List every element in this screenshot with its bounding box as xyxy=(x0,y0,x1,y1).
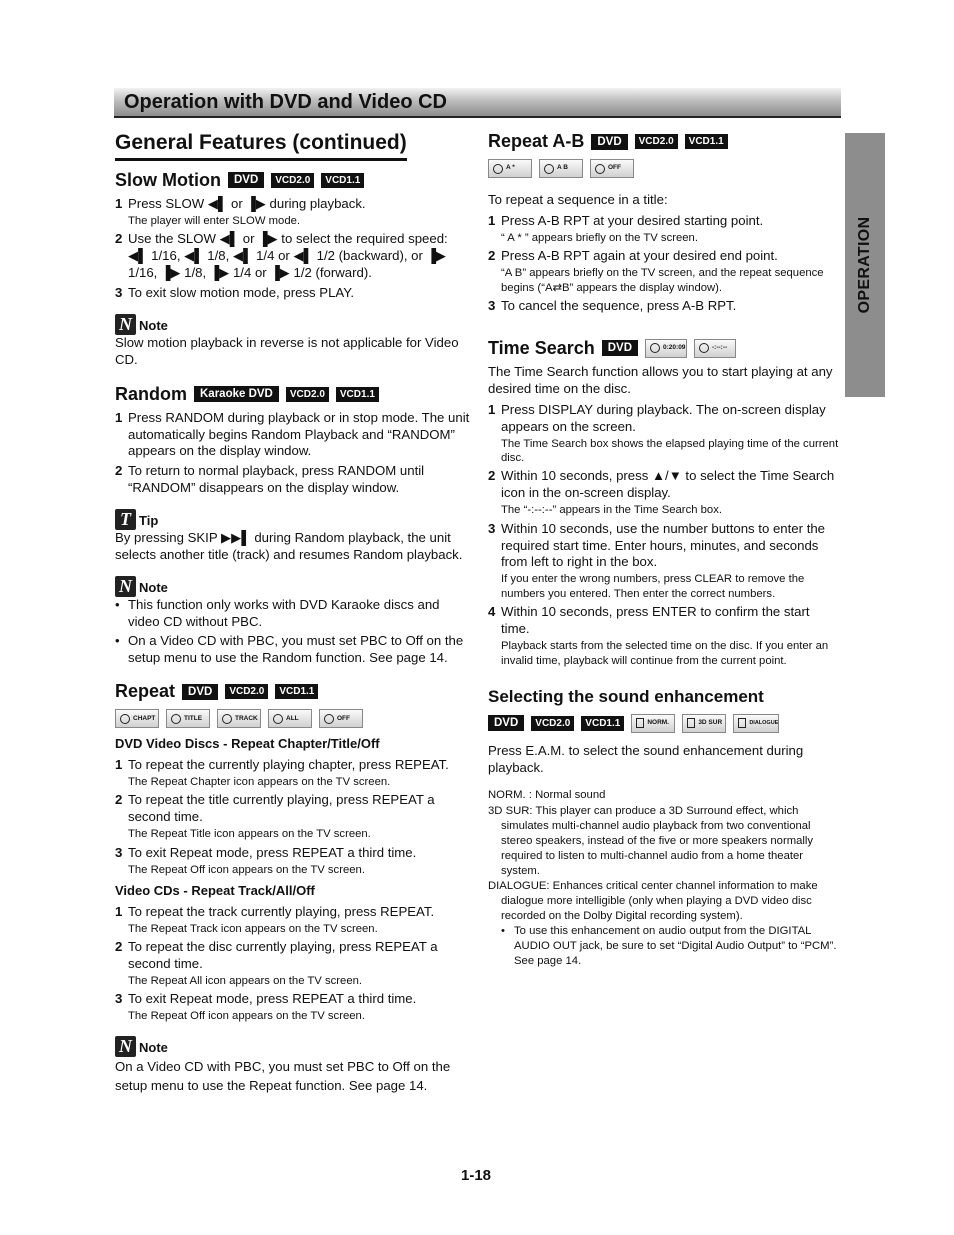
vcd11-badge: VCD1.1 xyxy=(336,387,379,402)
repeat-chapter-icon: CHAPT xyxy=(115,709,159,728)
speaker-icon xyxy=(738,718,746,728)
karaoke-dvd-badge: Karaoke DVD xyxy=(194,386,279,402)
time-search-heading: Time Search DVD 0:20:09 -:--:-- xyxy=(488,337,840,360)
note-heading: N Note xyxy=(115,1036,470,1057)
ab-step-2: 2 Press A-B RPT again at your desired end point. “A B” appears briefly on the TV screen, and the repeat sequence begins (“A⇄B” appears the display window). xyxy=(488,248,824,294)
ts-step-2: 2 Within 10 seconds, press ▲/▼ to select the Time Search icon in the on-screen display. The “-:--:--” appears in the Time Search box. xyxy=(488,468,835,517)
clock-icon xyxy=(650,343,660,353)
dvd-badge: DVD xyxy=(591,134,627,150)
note-heading: N Note xyxy=(115,314,470,335)
sound-intro: Press E.A.M. to select the sound enhancement during playback. xyxy=(488,742,804,775)
repeat-dvd-step-3: 3 To exit Repeat mode, press REPEAT a third time. The Repeat Off icon appears on the TV screen. xyxy=(115,844,417,876)
repeat-vcd-step-3: 3 To exit Repeat mode, press REPEAT a third time. The Repeat Off icon appears on the TV screen. xyxy=(115,991,417,1023)
sound-dialogue-icon: DIALOGUE xyxy=(733,714,779,733)
dvd-badge: DVD xyxy=(182,684,218,700)
page-number: 1-18 xyxy=(461,1167,492,1184)
slow-step-3: 3 To exit slow motion mode, press PLAY. xyxy=(115,284,354,300)
clock-icon xyxy=(699,343,709,353)
note-icon: N xyxy=(115,314,136,335)
random-step-2: 2 To return to normal playback, press RANDOM until “RANDOM” disappears on the display window. xyxy=(115,463,425,496)
slow-step-2: 2 Use the SLOW ◀▌ or ▐▶ to select the required speed: ◀▌ 1/16, ◀▌ 1/8, ◀▌ 1/4 or ◀▌ 1/2 (backward), or ▐▶ 1/16, ▐▶ 1/8, ▐▶ 1/4 or ▐▶ 1/2 (forward). xyxy=(115,231,448,281)
vcd20-badge: VCD2.0 xyxy=(286,387,329,402)
note-icon: N xyxy=(115,1036,136,1057)
speaker-icon xyxy=(687,718,695,728)
ts-step-1: 1 Press DISPLAY during playback. The on-screen display appears on the screen. The Time Search box shows the elapsed playing time of the current disc. xyxy=(488,401,839,464)
vcd11-badge: VCD1.1 xyxy=(275,684,318,699)
time-search-intro: The Time Search function allows you to start playing at any desired time on the disc. xyxy=(488,363,833,396)
vcd-repeat-subheading: Video CDs - Repeat Track/All/Off xyxy=(115,883,315,898)
random-heading: Random Karaoke DVD VCD2.0 VCD1.1 xyxy=(115,383,470,406)
random-note-bullet-1: • This function only works with DVD Karaoke discs and video CD without PBC. xyxy=(115,596,440,629)
vcd20-badge: VCD2.0 xyxy=(531,716,574,731)
note-heading: N Note xyxy=(115,576,470,597)
repeat-heading: Repeat DVD VCD2.0 VCD1.1 xyxy=(115,680,470,703)
page-title: General Features (continued) xyxy=(115,130,407,161)
tip-heading: T Tip xyxy=(115,509,470,530)
repeat-vcd-step-2: 2 To repeat the disc currently playing, press REPEAT a second time. The Repeat All icon appears on the TV screen. xyxy=(115,938,438,987)
vcd20-badge: VCD2.0 xyxy=(225,684,268,699)
vcd20-badge: VCD2.0 xyxy=(635,134,678,149)
ts-step-4: 4 Within 10 seconds, press ENTER to confirm the start time. Playback starts from the selected time on the disc. If you enter an invalid time, playback will continue from the current point. xyxy=(488,604,829,667)
ab-repeat-icon: A B xyxy=(539,159,583,178)
section-banner xyxy=(114,88,841,118)
repeat-ab-icons xyxy=(488,159,840,178)
sound-3dsur: 3D SUR: This player can produce a 3D Surround effect, which simulates multi-channel audio playback from two conventional stereo speakers, instead of the five or more speakers normally required to listen to multi-channel audio from a home theater system. xyxy=(488,804,814,877)
ab-step-3: 3 To cancel the sequence, press A-B RPT. xyxy=(488,298,737,314)
slow-step-1: 1 Press SLOW ◀▌ or ▐▶ during playback. The player will enter SLOW mode. xyxy=(115,195,366,227)
time-elapsed-icon: 0:20:09 xyxy=(645,339,687,358)
side-tab-label: OPERATION xyxy=(855,216,873,314)
dvd-repeat-subheading: DVD Video Discs - Repeat Chapter/Title/Off xyxy=(115,736,380,752)
dvd-badge: DVD xyxy=(488,715,524,731)
sound-norm-icon: NORM. xyxy=(631,714,675,733)
vcd11-badge: VCD1.1 xyxy=(581,716,624,731)
repeat-all-icon: ALL xyxy=(268,709,312,728)
sound-enhancement-heading: Selecting the sound enhancement xyxy=(488,686,764,706)
side-tab xyxy=(845,133,885,397)
speaker-icon xyxy=(636,718,644,728)
repeat-ab-heading: Repeat A-B DVD VCD2.0 VCD1.1 xyxy=(488,130,840,153)
repeat-ab-intro: To repeat a sequence in a title: xyxy=(488,192,668,208)
repeat-track-icon: TRACK xyxy=(217,709,261,728)
dvd-badge: DVD xyxy=(228,172,264,188)
left-column xyxy=(115,130,470,1100)
random-note-bullet-2: • On a Video CD with PBC, you must set PBC to Off on the setup menu to use the Random function. See page 14. xyxy=(115,632,464,665)
repeat-dvd-step-2: 2 To repeat the title currently playing, press REPEAT a second time. The Repeat Title icon appears on the TV screen. xyxy=(115,792,435,841)
repeat-icons xyxy=(115,709,470,728)
ab-start-icon: A * xyxy=(488,159,532,178)
sound-3d-icon: 3D SUR xyxy=(682,714,726,733)
random-tip-text: By pressing SKIP ▶▶▌ during Random playback, the unit selects another title (track) and resumes Random playback. xyxy=(115,530,463,562)
sound-dialogue: DIALOGUE: Enhances critical center channel information to make dialogue more intelligible (only when playing a DVD video disc recorded on the Dolby Digital recording system). xyxy=(488,879,818,922)
repeat-title-icon: TITLE xyxy=(166,709,210,728)
vcd11-badge: VCD1.1 xyxy=(685,134,728,149)
time-search-box-icon: -:--:-- xyxy=(694,339,736,358)
ab-off-icon: OFF xyxy=(590,159,634,178)
slow-note-text: Slow motion playback in reverse is not applicable for Video CD. xyxy=(115,334,459,367)
dvd-badge: DVD xyxy=(602,340,638,356)
ts-step-3: 3 Within 10 seconds, use the number buttons to enter the required start time. Enter hours, minutes, and seconds from left to right in the box. If you enter the wrong numbers, press CLEAR to remove the numbers you entered. Then enter the correct numbers. xyxy=(488,520,826,600)
vcd11-badge: VCD1.1 xyxy=(321,173,364,188)
tip-icon: T xyxy=(115,509,136,530)
slow-motion-heading: Slow Motion DVD VCD2.0 VCD1.1 xyxy=(115,169,470,192)
repeat-note-text: On a Video CD with PBC, you must set PBC to Off on the setup menu to use the Repeat function. See page 14. xyxy=(115,1058,451,1094)
vcd20-badge: VCD2.0 xyxy=(271,173,314,188)
repeat-dvd-step-1: 1 To repeat the currently playing chapter, press REPEAT. The Repeat Chapter icon appears on the TV screen. xyxy=(115,757,449,788)
random-step-1: 1 Press RANDOM during playback or in stop mode. The unit automatically begins Random Playback and “RANDOM” appears on the display window. xyxy=(115,409,470,459)
ab-step-1: 1 Press A-B RPT at your desired starting point. “ A * ” appears briefly on the TV screen. xyxy=(488,212,764,244)
repeat-off-icon: OFF xyxy=(319,709,363,728)
right-column xyxy=(488,130,840,969)
sound-bullet: • To use this enhancement on audio output from the DIGITAL AUDIO OUT jack, be sure to set “Digital Audio Output” to “PCM”. See page 14. xyxy=(501,924,837,967)
banner-title: Operation with DVD and Video CD xyxy=(124,91,447,113)
note-icon: N xyxy=(115,576,136,597)
repeat-vcd-step-1: 1 To repeat the track currently playing, press REPEAT. The Repeat Track icon appears on the TV screen. xyxy=(115,903,435,935)
sound-badges xyxy=(488,714,840,733)
sound-norm: NORM. : Normal sound xyxy=(488,789,606,802)
